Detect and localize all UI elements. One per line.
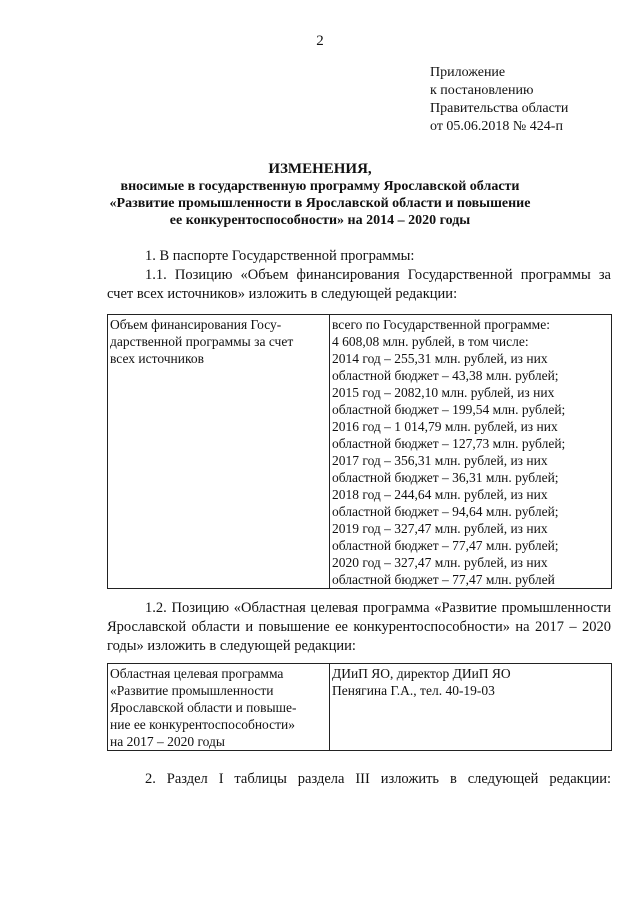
cell-line: всего по Государственной программе:: [332, 317, 550, 332]
cell-line: ДИиП ЯО, директор ДИиП ЯО: [332, 666, 511, 681]
cell-line: областной бюджет – 36,31 млн. рублей;: [332, 470, 559, 485]
cell-line: областной бюджет – 43,38 млн. рублей;: [332, 368, 559, 383]
appendix-line: к постановлению: [430, 83, 534, 98]
table-row: [108, 315, 612, 589]
appendix-note: [430, 64, 568, 136]
cell-line: на 2017 – 2020 годы: [110, 734, 225, 749]
cell-line: 2018 год – 244,64 млн. рублей, из них: [332, 487, 548, 502]
document-title: [100, 161, 540, 229]
cell-line: Областная целевая программа: [110, 666, 284, 681]
cell-line: 2015 год – 2082,10 млн. рублей, из них: [332, 385, 555, 400]
cell-line: Объем финансирования Госу-: [110, 317, 282, 332]
cell-line: областной бюджет – 77,47 млн. рублей: [332, 572, 555, 587]
funding-table: [107, 314, 612, 589]
item-1-2-text: 1.2. Позицию «Областная целевая программа «Развитие промышленности Ярославской области и повышение ее конкурентоспособности» на 2017 – 2020 годы» изложить в следующей редакции:: [107, 600, 611, 654]
cell-line: «Развитие промышленности: [110, 683, 274, 698]
appendix-line: Правительства области: [430, 101, 569, 116]
program-name-cell: [108, 664, 330, 751]
title-line: ее конкурентоспособности» на 2014 – 2020 годы: [169, 213, 471, 228]
cell-line: ние ее конкурентоспособности»: [110, 717, 296, 732]
table-row: [108, 664, 612, 751]
cell-line: областной бюджет – 199,54 млн. рублей;: [332, 402, 566, 417]
page-number: 2: [316, 33, 324, 49]
cell-line: областной бюджет – 77,47 млн. рублей;: [332, 538, 559, 553]
funding-label-cell: [108, 315, 330, 589]
cell-line: 2019 год – 327,47 млн. рублей, из них: [332, 521, 548, 536]
program-contact-cell: [330, 664, 612, 751]
program-table: [107, 663, 612, 751]
cell-line: областной бюджет – 127,73 млн. рублей;: [332, 436, 566, 451]
title-line: вносимые в государственную программу Ярославской области: [120, 179, 520, 194]
section-1-heading: 1. В паспорте Государственной программы:: [145, 248, 415, 264]
cell-line: 2016 год – 1 014,79 млн. рублей, из них: [332, 419, 558, 434]
cell-line: всех источников: [110, 351, 204, 366]
cell-line: дарственной программы за счет: [110, 334, 294, 349]
title-line: «Развитие промышленности в Ярославской области и повышение: [109, 196, 531, 211]
appendix-line: от 05.06.2018 № 424-п: [430, 119, 563, 134]
title-main: ИЗМЕНЕНИЯ,: [268, 161, 372, 177]
cell-line: 2017 год – 356,31 млн. рублей, из них: [332, 453, 548, 468]
cell-line: 4 608,08 млн. рублей, в том числе:: [332, 334, 529, 349]
item-1-1-text: 1.1. Позицию «Объем финансирования Государственной программы за счет всех источников» изложить в следующей редакции:: [107, 267, 611, 302]
cell-line: Пенягина Г.А., тел. 40-19-03: [332, 683, 495, 698]
cell-line: областной бюджет – 94,64 млн. рублей;: [332, 504, 559, 519]
cell-line: Ярославской области и повыше-: [110, 700, 297, 715]
appendix-line: Приложение: [430, 65, 506, 80]
cell-line: 2020 год – 327,47 млн. рублей, из них: [332, 555, 548, 570]
funding-values-cell: [330, 315, 612, 589]
section-2-text: 2. Раздел I таблицы раздела III изложить в следующей редакции:: [145, 771, 611, 787]
cell-line: 2014 год – 255,31 млн. рублей, из них: [332, 351, 548, 366]
